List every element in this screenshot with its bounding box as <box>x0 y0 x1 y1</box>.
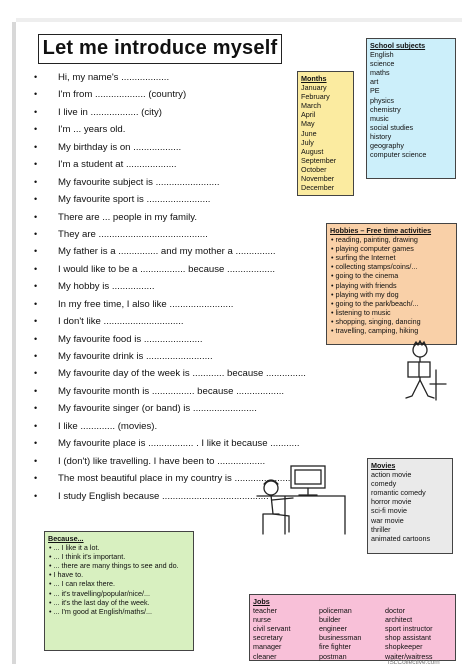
sentence-line: • My hobby is ................ <box>34 281 155 293</box>
sentence-line: • My favourite drink is ......................... <box>34 351 213 362</box>
hobby-item: • travelling, camping, hiking <box>330 326 453 335</box>
sentence-line: • There are ... people in my family. <box>34 211 197 223</box>
hobby-item: • surfing the Internet <box>330 253 453 262</box>
because-heading: Because... <box>48 534 84 543</box>
movie-item: horror movie <box>371 497 412 507</box>
hobby-item: • reading, painting, drawing <box>330 235 453 244</box>
sentence-line: • I (don't) like travelling. I have been to .................. <box>34 455 266 467</box>
school-subjects-heading: School subjects <box>370 41 426 50</box>
months-box <box>297 71 354 196</box>
month-item: October <box>301 164 327 174</box>
job-item: cleaner <box>253 651 277 661</box>
month-item: December <box>301 183 335 193</box>
sentence-line: • My favourite place is ................. . I like it because ........... <box>34 438 300 450</box>
subject-item: art <box>370 77 379 87</box>
jobs-box <box>249 594 456 661</box>
job-item: engineer <box>319 624 347 634</box>
because-box <box>44 531 194 651</box>
month-item: June <box>301 128 317 138</box>
movie-item: action movie <box>371 470 412 480</box>
month-item: August <box>301 146 324 156</box>
boy-reading-illustration <box>396 340 452 402</box>
job-item: postman <box>319 651 347 661</box>
movie-item: sci-fi movie <box>371 506 407 516</box>
sentence-line: • I'm from ................... (country) <box>34 89 187 101</box>
school-subjects-box <box>366 38 456 179</box>
job-item: secretary <box>253 633 283 643</box>
because-item: • I have to. <box>48 570 190 579</box>
job-item: fire fighter <box>319 642 351 652</box>
hobbies-box <box>326 223 457 345</box>
month-item: February <box>301 92 330 102</box>
movie-item: thriller <box>371 524 391 534</box>
job-item: waiter/waitress <box>385 651 433 661</box>
job-item: builder <box>319 615 341 625</box>
sentence-list <box>34 69 334 505</box>
jobs-column-1 <box>253 606 319 661</box>
job-item: civil servant <box>253 624 291 634</box>
sentence-line: • I like ............. (movies). <box>34 420 158 432</box>
sentence-line: • I don't like .............................. <box>34 316 184 328</box>
jobs-heading: Jobs <box>253 597 270 606</box>
month-item: November <box>301 174 335 184</box>
subject-item: geography <box>370 141 404 151</box>
hobby-item: • collecting stamps/coins/... <box>330 262 453 271</box>
movie-item: comedy <box>371 479 397 489</box>
subject-item: computer science <box>370 150 427 160</box>
months-heading: Months <box>301 74 327 83</box>
sentence-line: • My favourite food is ...................... <box>34 333 203 345</box>
job-item: architect <box>385 615 413 625</box>
because-item: • ... I'm good at English/maths/... <box>48 607 190 616</box>
jobs-column-2 <box>319 606 385 661</box>
sentence-line: • My birthday is on .................. <box>34 141 182 153</box>
movie-item: animated cartoons <box>371 533 431 543</box>
because-item: • ... I like it a lot. <box>48 543 190 552</box>
because-item: • ... it's the last day of the week. <box>48 598 190 607</box>
month-item: September <box>301 155 337 165</box>
hobby-item: • shopping, singing, dancing <box>330 317 453 326</box>
hobby-item: • playing computer games <box>330 244 453 253</box>
hobby-item: • listening to music <box>330 308 453 317</box>
subject-item: history <box>370 131 392 141</box>
watermark: iSLCollective.com <box>388 659 440 666</box>
subject-item: science <box>370 59 395 69</box>
subject-item: social studies <box>370 122 414 132</box>
hobbies-heading: Hobbies – Free time activities <box>330 226 432 235</box>
hobby-item: • going to the park/beach/... <box>330 299 453 308</box>
sentence-line: • My father is a ............... and my mother a ............... <box>34 246 276 258</box>
because-item: • ... it's travelling/popular/nice/... <box>48 589 190 598</box>
sentence-line: • I would like to be a ................. because .................. <box>34 263 276 275</box>
sentence-line: • I live in .................. (city) <box>34 106 162 118</box>
job-item: businessman <box>319 633 362 643</box>
sentence-line: • My favourite day of the week is ............ because ............... <box>34 368 306 380</box>
girl-at-desk-illustration <box>255 462 351 536</box>
job-item: sport instructor <box>385 624 433 634</box>
subject-item: English <box>370 50 394 60</box>
because-item: • ... there are many things to see and do. <box>48 561 190 570</box>
hobby-item: • playing with my dog <box>330 290 453 299</box>
sentence-line: • My favourite month is ................ because .................. <box>34 385 285 397</box>
sentence-line: • The most beautiful place in my country is ..................... <box>34 473 291 485</box>
job-item: nurse <box>253 615 271 625</box>
subject-item: PE <box>370 86 380 96</box>
month-item: July <box>301 137 314 147</box>
sentence-line: • I'm ... years old. <box>34 124 126 136</box>
month-item: January <box>301 83 327 93</box>
subject-item: chemistry <box>370 104 401 114</box>
job-item: manager <box>253 642 282 652</box>
job-item: doctor <box>385 606 405 616</box>
because-item: • ... I think it's important. <box>48 552 190 561</box>
month-item: April <box>301 110 316 120</box>
sentence-line: • I study English because ........................................ <box>34 490 269 502</box>
movie-item: war movie <box>371 515 404 525</box>
job-item: teacher <box>253 606 277 616</box>
hobby-item: • playing with friends <box>330 281 453 290</box>
worksheet-title: Let me introduce myself <box>38 34 282 64</box>
job-item: shopkeeper <box>385 642 423 652</box>
subject-item: music <box>370 113 389 123</box>
sentence-line: • My favourite subject is ........................ <box>34 176 220 188</box>
jobs-column-3 <box>385 606 451 661</box>
movies-heading: Movies <box>371 461 396 470</box>
because-item: • ... I can relax there. <box>48 579 190 588</box>
subject-item: physics <box>370 95 394 105</box>
movies-box <box>367 458 453 554</box>
sentence-line: • My favourite singer (or band) is ........................ <box>34 403 257 415</box>
sentence-line: • My favourite sport is ........................ <box>34 194 211 206</box>
job-item: policeman <box>319 606 352 616</box>
sentence-line: • Hi, my name's .................. <box>34 72 170 83</box>
sentence-line: • In my free time, I also like ........................ <box>34 298 234 310</box>
hobby-item: • going to the cinema <box>330 271 453 280</box>
job-item: shop assistant <box>385 633 431 643</box>
sentence-line: • I'm a student at ................... <box>34 159 177 171</box>
month-item: March <box>301 101 321 111</box>
subject-item: maths <box>370 68 390 78</box>
month-item: May <box>301 119 315 129</box>
movie-item: romantic comedy <box>371 488 426 498</box>
sentence-line: • They are ......................................... <box>34 228 208 240</box>
